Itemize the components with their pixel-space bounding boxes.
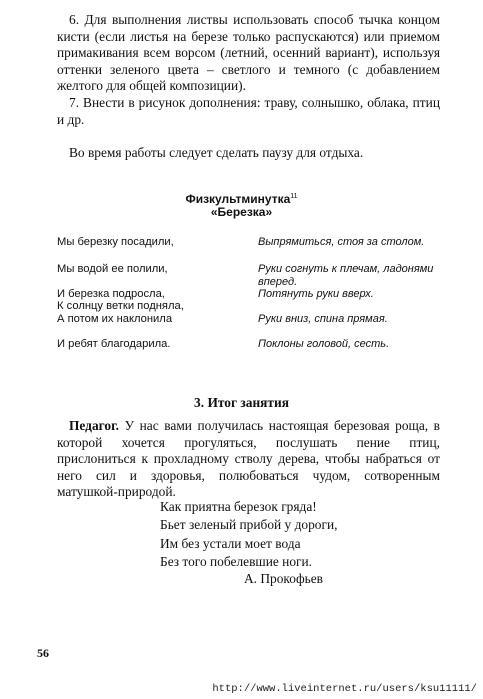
rhyme-line: И ребят благодарила. — [57, 338, 171, 350]
instruction-item-7: 7. Внести в рисунок дополнения: траву, солнышко, облака, птиц и др. — [57, 94, 440, 127]
intro-paragraphs — [57, 12, 440, 128]
pause-note: Во время работы следует сделать паузу для отдыха. — [69, 145, 364, 160]
poem — [160, 498, 420, 572]
rhyme-line: И березка подросла, — [57, 288, 165, 300]
speaker-text: У нас вами получилась настоящая березовая роща, в которой хочется прогуляться, послушать пение птиц, прислониться к прохладному стволу дерева, чтобы набраться от него сил и здоровья, полюбоваться чудом, сотворенным матушкой-природой. — [57, 418, 440, 500]
speaker-label: Педагог. — [69, 418, 120, 433]
instruction-item-6: 6. Для выполнения листвы использовать способ тычка концом кисти (если листья на березе только распускаются) или приемом примакивания всем ворсом (летний, осенний вариант), используя оттенки зеленого цвета – светлого и темного (с добавлением желтого для общей композиции). — [57, 12, 440, 94]
rhyme-action: Потянуть руки вверх. — [258, 288, 374, 300]
rhyme-line: А потом их наклонила — [57, 313, 173, 325]
fizkult-title-text: Физкультминутка — [185, 192, 291, 206]
rhyme-line: Мы водой ее полили, — [57, 263, 168, 275]
rhyme-action: Выпрямиться, стоя за столом. — [258, 236, 425, 248]
section-title: 3. Итог занятия — [194, 395, 289, 410]
rhyme-line: К солнцу ветки подняла, — [57, 300, 184, 312]
footnote-marker: 11 — [290, 193, 298, 200]
pedagog-paragraph — [57, 418, 440, 501]
poem-author: А. Прокофьев — [244, 571, 323, 586]
poem-line: Без того побелевшие ноги. — [160, 554, 313, 570]
rhyme-line: Мы березку посадили, — [57, 236, 174, 248]
watermark-url: http://www.liveinternet.ru/users/ksu11111/ — [212, 683, 477, 695]
rhyme-action: Руки вниз, спина прямая. — [258, 313, 388, 325]
fizkult-subtitle: «Березка» — [210, 205, 273, 219]
poem-line: Бьет зеленый прибой у дороги, — [160, 517, 338, 533]
poem-line: Им без устали моет вода — [160, 535, 301, 551]
poem-line: Как приятна березок гряда! — [160, 499, 317, 514]
rhyme-action: Руки согнуть к плечам, ладонями вперед. — [258, 263, 434, 288]
rhyme-action: Поклоны головой, сесть. — [258, 338, 390, 350]
page-number: 56 — [37, 646, 49, 660]
